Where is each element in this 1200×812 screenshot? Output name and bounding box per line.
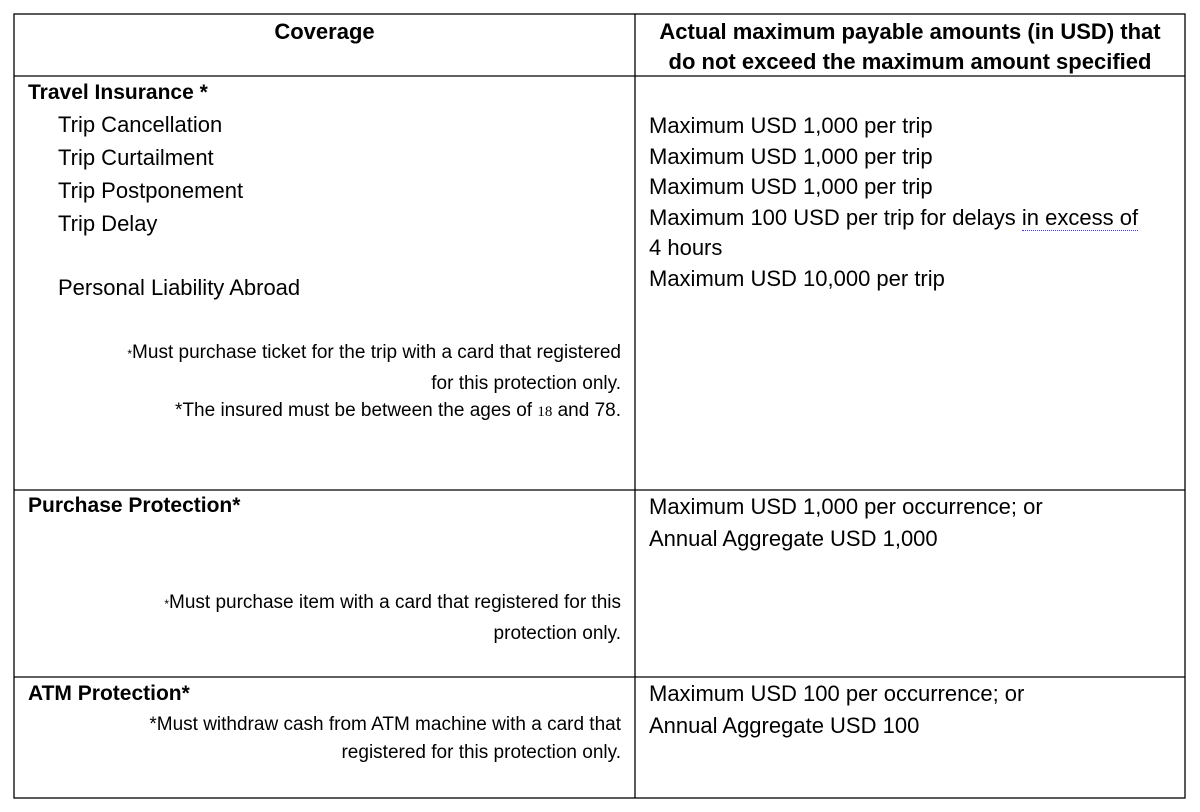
purchase-amount-annual: Annual Aggregate USD 1,000 bbox=[649, 526, 938, 551]
trip-curtailment-amount: Maximum USD 1,000 per trip bbox=[649, 143, 933, 169]
note-star: * bbox=[164, 597, 170, 611]
trip-postponement-amount: Maximum USD 1,000 per trip bbox=[649, 174, 933, 199]
trip-delay-label: Trip Delay bbox=[58, 211, 158, 236]
travel-note bbox=[30, 338, 621, 424]
travel-coverage-cell bbox=[28, 78, 624, 304]
atm-note-line1: *Must withdraw cash from ATM machine with a card that bbox=[149, 714, 621, 735]
coverage-header: Coverage bbox=[274, 19, 375, 44]
trip-cancellation-label: Trip Cancellation bbox=[58, 112, 223, 137]
amounts-header bbox=[635, 17, 1185, 77]
atm-amount-annual: Annual Aggregate USD 100 bbox=[649, 713, 920, 738]
trip-delay-amount: Maximum 100 USD per trip for delays in excess of bbox=[649, 204, 1139, 230]
purchase-note bbox=[30, 588, 621, 649]
purchase-amount-per-occurrence: Maximum USD 1,000 per occurrence; or bbox=[649, 494, 1043, 519]
grammar-underline: in excess of bbox=[1021, 204, 1139, 230]
travel-note-line2: for this protection only. bbox=[431, 373, 621, 394]
personal-liability-label: Personal Liability Abroad bbox=[58, 275, 301, 300]
travel-insurance-title: Travel Insurance * bbox=[28, 81, 208, 104]
atm-amounts-cell bbox=[649, 678, 1179, 742]
min-age: 18 bbox=[537, 404, 553, 420]
purchase-note-line2: protection only. bbox=[493, 623, 621, 644]
amounts-header-line1: Actual maximum payable amounts (in USD) that bbox=[659, 19, 1161, 44]
trip-cancellation-amount: Maximum USD 1,000 per trip bbox=[649, 113, 933, 138]
atm-note bbox=[30, 710, 621, 766]
travel-note-ages: *The insured must be between the ages of 18 and 78. bbox=[175, 400, 621, 421]
travel-amounts-cell bbox=[649, 111, 1179, 294]
purchase-protection-title: Purchase Protection* bbox=[28, 494, 241, 517]
travel-note-line1: *Must purchase ticket for the trip with a card that registered bbox=[127, 342, 621, 363]
purchase-note-line1: *Must purchase item with a card that registered for this bbox=[164, 592, 621, 613]
amounts-header-line2: do not exceed the maximum amount specified bbox=[668, 49, 1152, 74]
personal-liability-amount: Maximum USD 10,000 per trip bbox=[649, 265, 945, 291]
note-star: * bbox=[127, 347, 133, 361]
purchase-amounts-cell bbox=[649, 491, 1179, 555]
atm-note-line2: registered for this protection only. bbox=[341, 742, 621, 763]
atm-amount-per-occurrence: Maximum USD 100 per occurrence; or bbox=[649, 681, 1025, 706]
trip-curtailment-label: Trip Curtailment bbox=[58, 145, 214, 170]
trip-postponement-label: Trip Postponement bbox=[58, 178, 244, 203]
trip-delay-amount-cont: 4 hours bbox=[649, 235, 723, 260]
atm-protection-title: ATM Protection* bbox=[28, 682, 190, 705]
